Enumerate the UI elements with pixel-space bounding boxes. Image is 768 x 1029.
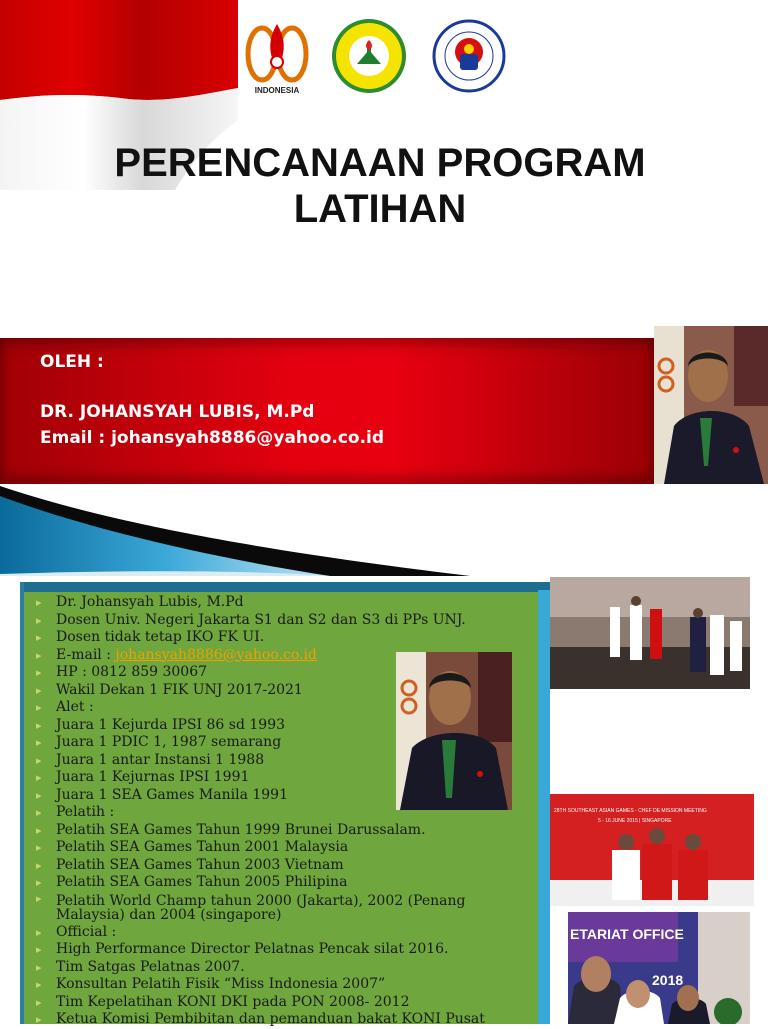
list-item: ▸ Pelatih SEA Games Tahun 2003 Vietnam: [36, 857, 516, 875]
bio-panel-left-edge: [20, 582, 24, 1024]
list-item: ▸ Konsultan Pelatih Fisik “Miss Indonesia 2007”: [36, 976, 516, 994]
list-item: ▸ Juara 1 Kejurnas IPSI 1991: [36, 769, 516, 787]
secretariat-office-photo: [568, 912, 750, 1024]
list-item: ▸ Juara 1 Kejurda IPSI 86 sd 1993: [36, 717, 516, 735]
bio-panel-side-bar: [538, 590, 550, 1024]
year-sign: 2018: [652, 972, 684, 988]
list-item: ▸ Juara 1 antar Instansi 1 1988: [36, 752, 516, 770]
list-item: ▸ Pelatih SEA Games Tahun 2001 Malaysia: [36, 839, 516, 857]
list-item: ▸ Juara 1 PDIC 1, 1987 semarang: [36, 734, 516, 752]
banner-oleh: OLEH :: [40, 352, 104, 372]
list-item: ▸ Alet :: [36, 699, 516, 717]
banner-email: Email : johansyah8886@yahoo.co.id: [40, 428, 385, 448]
list-item: ▸ Tim Satgas Pelatnas 2007.: [36, 959, 516, 977]
email-link[interactable]: johansyah8886@yahoo.co.id: [115, 646, 317, 663]
list-item: ▸ Ketua Komisi Pembibitan dan pemanduan bakat KONI Pusat: [36, 1011, 516, 1029]
office-sign: ETARIAT OFFICE: [570, 926, 684, 942]
list-item: ▸ Pelatih SEA Games Tahun 1999 Brunei Darussalam.: [36, 822, 516, 840]
list-item: ▸ HP : 0812 859 30067: [36, 664, 516, 682]
list-item: ▸ Dr. Johansyah Lubis, M.Pd: [36, 594, 516, 612]
title-line-2: LATIHAN: [293, 187, 467, 231]
decorative-swoosh: [0, 486, 480, 576]
koni-logo-text: INDONESIA: [254, 86, 300, 95]
title-line-1: PERENCANAAN PROGRAM: [114, 141, 646, 185]
author-portrait-panel: [396, 652, 512, 810]
list-item: ▸ Pelatih World Champ tahun 2000 (Jakarta), 2002 (Penang Malaysia) dan 2004 (singapore): [36, 892, 516, 924]
event-banner-line-2: 5 - 16 JUNE 2015 | SINGAPORE: [598, 818, 672, 824]
kemenpora-logo: [430, 14, 508, 100]
sea-games-meeting-photo: [550, 794, 754, 906]
ceremony-photo: [550, 577, 750, 689]
list-item: ▸ High Performance Director Pelatnas Pencak silat 2016.: [36, 941, 516, 959]
email-label: E-mail :: [56, 646, 116, 663]
list-item: ▸ Dosen tidak tetap IKO FK UI.: [36, 629, 516, 647]
koni-logo: [238, 14, 316, 100]
event-banner-line-1: 28TH SOUTHEAST ASIAN GAMES - CHEF DE MISSION MEETING: [554, 808, 707, 814]
list-item: ▸ Wakil Dekan 1 FIK UNJ 2017-2021: [36, 682, 516, 700]
unj-logo: [330, 14, 408, 100]
list-item: ▸ Official :: [36, 924, 516, 942]
list-item: ▸ Pelatih SEA Games Tahun 2005 Philipina: [36, 874, 516, 892]
author-banner: [0, 338, 654, 484]
banner-author-name: DR. JOHANSYAH LUBIS, M.Pd: [40, 402, 315, 422]
list-item: ▸ Pelatih :: [36, 804, 516, 822]
list-item: ▸ Dosen Univ. Negeri Jakarta S1 dan S2 dan S3 di PPs UNJ.: [36, 612, 516, 630]
list-item: ▸ Tim Kepelatihan KONI DKI pada PON 2008- 2012: [36, 994, 516, 1012]
list-item: ▸ Juara 1 SEA Games Manila 1991: [36, 787, 516, 805]
author-portrait-top: [654, 326, 768, 484]
page-title: [60, 140, 700, 232]
